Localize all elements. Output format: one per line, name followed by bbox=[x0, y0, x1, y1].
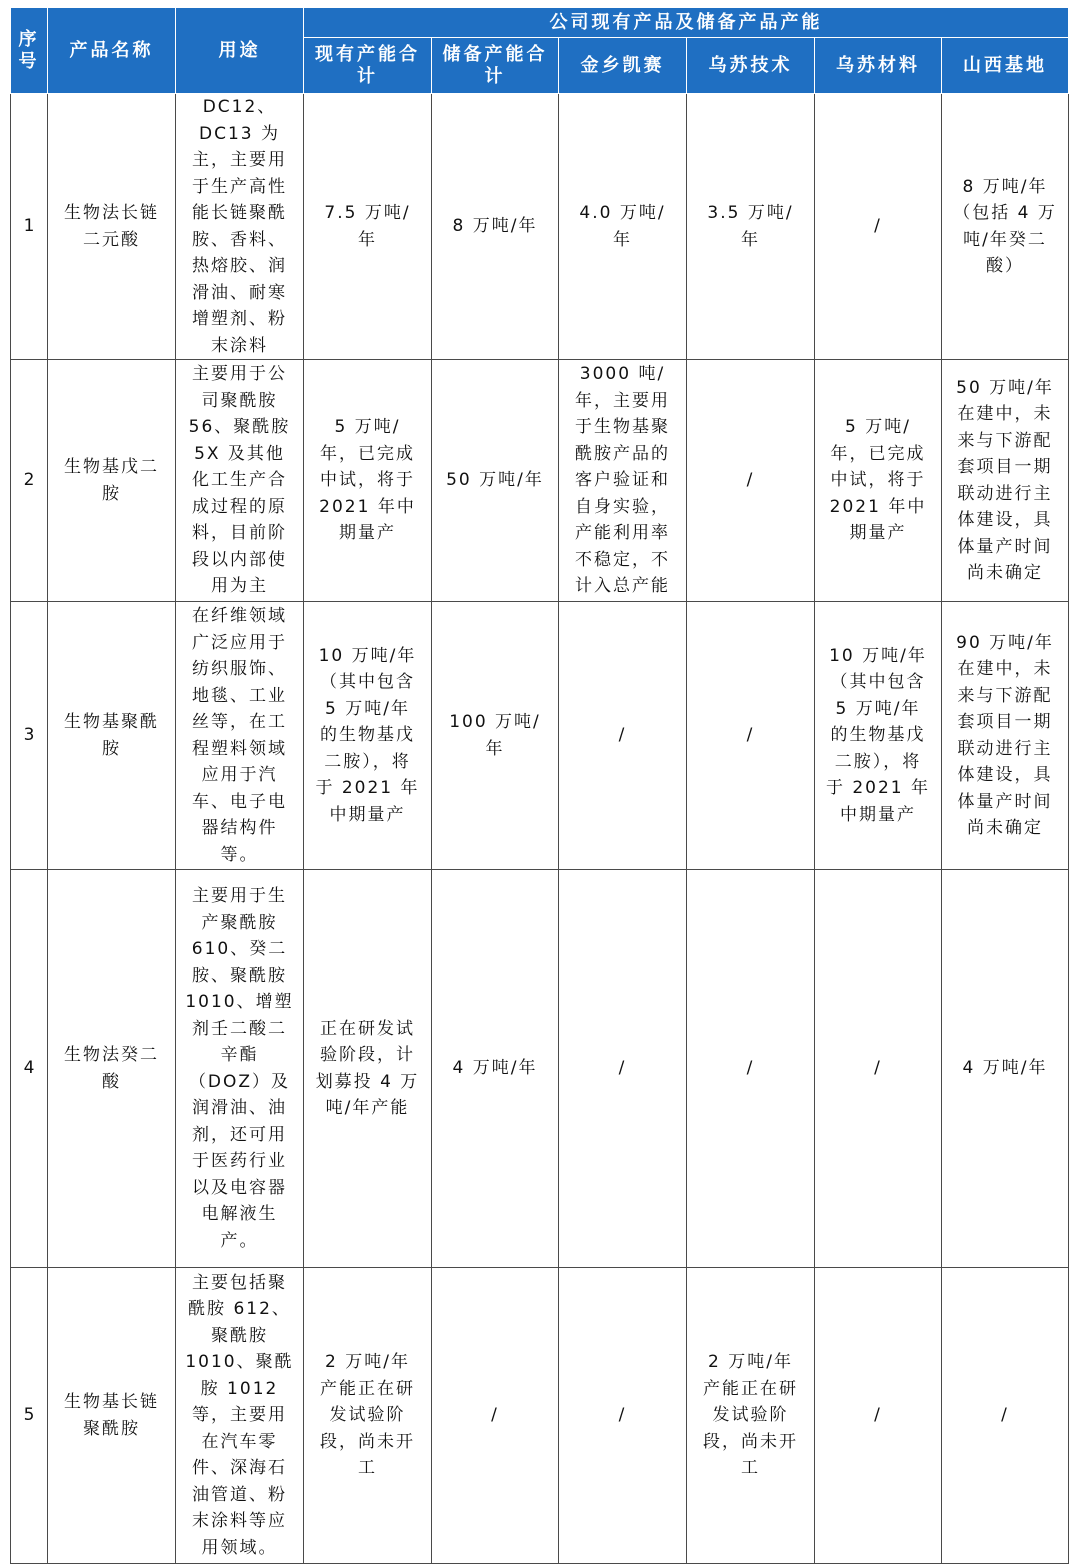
wusu-tech-cell: 2 万吨/年 产能正在研 发试验阶 段，尚未开 工 bbox=[687, 1268, 815, 1564]
reserve-capacity-cell: 100 万吨/ 年 bbox=[432, 602, 559, 870]
table-row bbox=[11, 94, 1069, 360]
wusu-tech-cell: / bbox=[687, 360, 815, 602]
wusu-material-cell: / bbox=[815, 1268, 942, 1564]
wusu-material-cell: / bbox=[815, 94, 942, 360]
header-usage: 用途 bbox=[176, 8, 304, 94]
wusu-material-cell: / bbox=[815, 870, 942, 1268]
table-row bbox=[11, 602, 1069, 870]
shanxi-cell: 4 万吨/年 bbox=[942, 870, 1069, 1268]
reserve-capacity-cell: 50 万吨/年 bbox=[432, 360, 559, 602]
reserve-capacity-cell: 4 万吨/年 bbox=[432, 870, 559, 1268]
usage-cell: 主要包括聚 酰胺 612、 聚酰胺 1010、聚酰 胺 1012 等，主要用 在汽车零 件、深海石 油管道、粉 末涂料等应 用领域。 bbox=[176, 1268, 304, 1564]
jinxiang-cell: / bbox=[559, 602, 687, 870]
jinxiang-cell: / bbox=[559, 870, 687, 1268]
jinxiang-cell: 4.0 万吨/ 年 bbox=[559, 94, 687, 360]
header-wusu-material: 乌苏材料 bbox=[815, 38, 942, 94]
wusu-tech-cell: 3.5 万吨/ 年 bbox=[687, 94, 815, 360]
header-index: 序号 bbox=[11, 8, 48, 94]
row-index: 1 bbox=[11, 94, 48, 360]
existing-capacity-cell: 5 万吨/ 年，已完成 中试，将于 2021 年中 期量产 bbox=[304, 360, 432, 602]
shanxi-cell: / bbox=[942, 1268, 1069, 1564]
existing-capacity-cell: 2 万吨/年 产能正在研 发试验阶 段，尚未开 工 bbox=[304, 1268, 432, 1564]
shanxi-cell: 8 万吨/年 （包括 4 万 吨/年癸二 酸） bbox=[942, 94, 1069, 360]
wusu-material-cell: 10 万吨/年 （其中包含 5 万吨/年 的生物基戊 二胺），将 于 2021 年 中期量产 bbox=[815, 602, 942, 870]
product-name-cell: 生物基长链 聚酰胺 bbox=[48, 1268, 176, 1564]
jinxiang-cell: / bbox=[559, 1268, 687, 1564]
wusu-tech-cell: / bbox=[687, 602, 815, 870]
row-index: 4 bbox=[11, 870, 48, 1268]
header-existing-total: 现有产能合计 bbox=[304, 38, 432, 94]
existing-capacity-cell: 7.5 万吨/ 年 bbox=[304, 94, 432, 360]
wusu-material-cell: 5 万吨/ 年，已完成 中试，将于 2021 年中 期量产 bbox=[815, 360, 942, 602]
product-name-cell: 生物基聚酰 胺 bbox=[48, 602, 176, 870]
product-name-cell: 生物基戊二 胺 bbox=[48, 360, 176, 602]
shanxi-cell: 50 万吨/年 在建中，未 来与下游配 套项目一期 联动进行主 体建设，具 体量产时间 尚未确定 bbox=[942, 360, 1069, 602]
usage-cell: DC12、 DC13 为 主，主要用 于生产高性 能长链聚酰 胺、香料、 热熔胶、润 滑油、耐寒 增塑剂、粉 末涂料 bbox=[176, 94, 304, 360]
header-reserve-total: 储备产能合计 bbox=[432, 38, 559, 94]
reserve-capacity-cell: / bbox=[432, 1268, 559, 1564]
row-index: 5 bbox=[11, 1268, 48, 1564]
usage-cell: 主要用于生 产聚酰胺 610、癸二 胺、聚酰胺 1010、增塑 剂壬二酸二 辛酯 （DOZ）及 润滑油、油 剂，还可用 于医药行业 以及电容器 电解液生 产。 bbox=[176, 870, 304, 1268]
table-row bbox=[11, 870, 1069, 1268]
row-index: 2 bbox=[11, 360, 48, 602]
existing-capacity-cell: 10 万吨/年 （其中包含 5 万吨/年 的生物基戊 二胺），将 于 2021 年 中期量产 bbox=[304, 602, 432, 870]
header-shanxi: 山西基地 bbox=[942, 38, 1069, 94]
header-wusu-tech: 乌苏技术 bbox=[687, 38, 815, 94]
capacity-table bbox=[10, 7, 1069, 1564]
reserve-capacity-cell: 8 万吨/年 bbox=[432, 94, 559, 360]
header-capacity-group: 公司现有产品及储备产品产能 bbox=[304, 8, 1069, 38]
jinxiang-cell: 3000 吨/ 年，主要用 于生物基聚 酰胺产品的 客户验证和 自身实验， 产能利用率 不稳定，不 计入总产能 bbox=[559, 360, 687, 602]
existing-capacity-cell: 正在研发试 验阶段，计 划募投 4 万 吨/年产能 bbox=[304, 870, 432, 1268]
shanxi-cell: 90 万吨/年 在建中，未 来与下游配 套项目一期 联动进行主 体建设，具 体量产时间 尚未确定 bbox=[942, 602, 1069, 870]
usage-cell: 在纤维领域 广泛应用于 纺织服饰、 地毯、工业 丝等，在工 程塑料领域 应用于汽 车、电子电 器结构件 等。 bbox=[176, 602, 304, 870]
usage-cell: 主要用于公 司聚酰胺 56、聚酰胺 5X 及其他 化工生产合 成过程的原 料，目前阶 段以内部使 用为主 bbox=[176, 360, 304, 602]
product-name-cell: 生物法长链 二元酸 bbox=[48, 94, 176, 360]
table-row bbox=[11, 360, 1069, 602]
header-jinxiang: 金乡凯赛 bbox=[559, 38, 687, 94]
table-row bbox=[11, 1268, 1069, 1564]
product-name-cell: 生物法癸二 酸 bbox=[48, 870, 176, 1268]
header-row bbox=[11, 8, 1069, 38]
header-product-name: 产品名称 bbox=[48, 8, 176, 94]
wusu-tech-cell: / bbox=[687, 870, 815, 1268]
row-index: 3 bbox=[11, 602, 48, 870]
